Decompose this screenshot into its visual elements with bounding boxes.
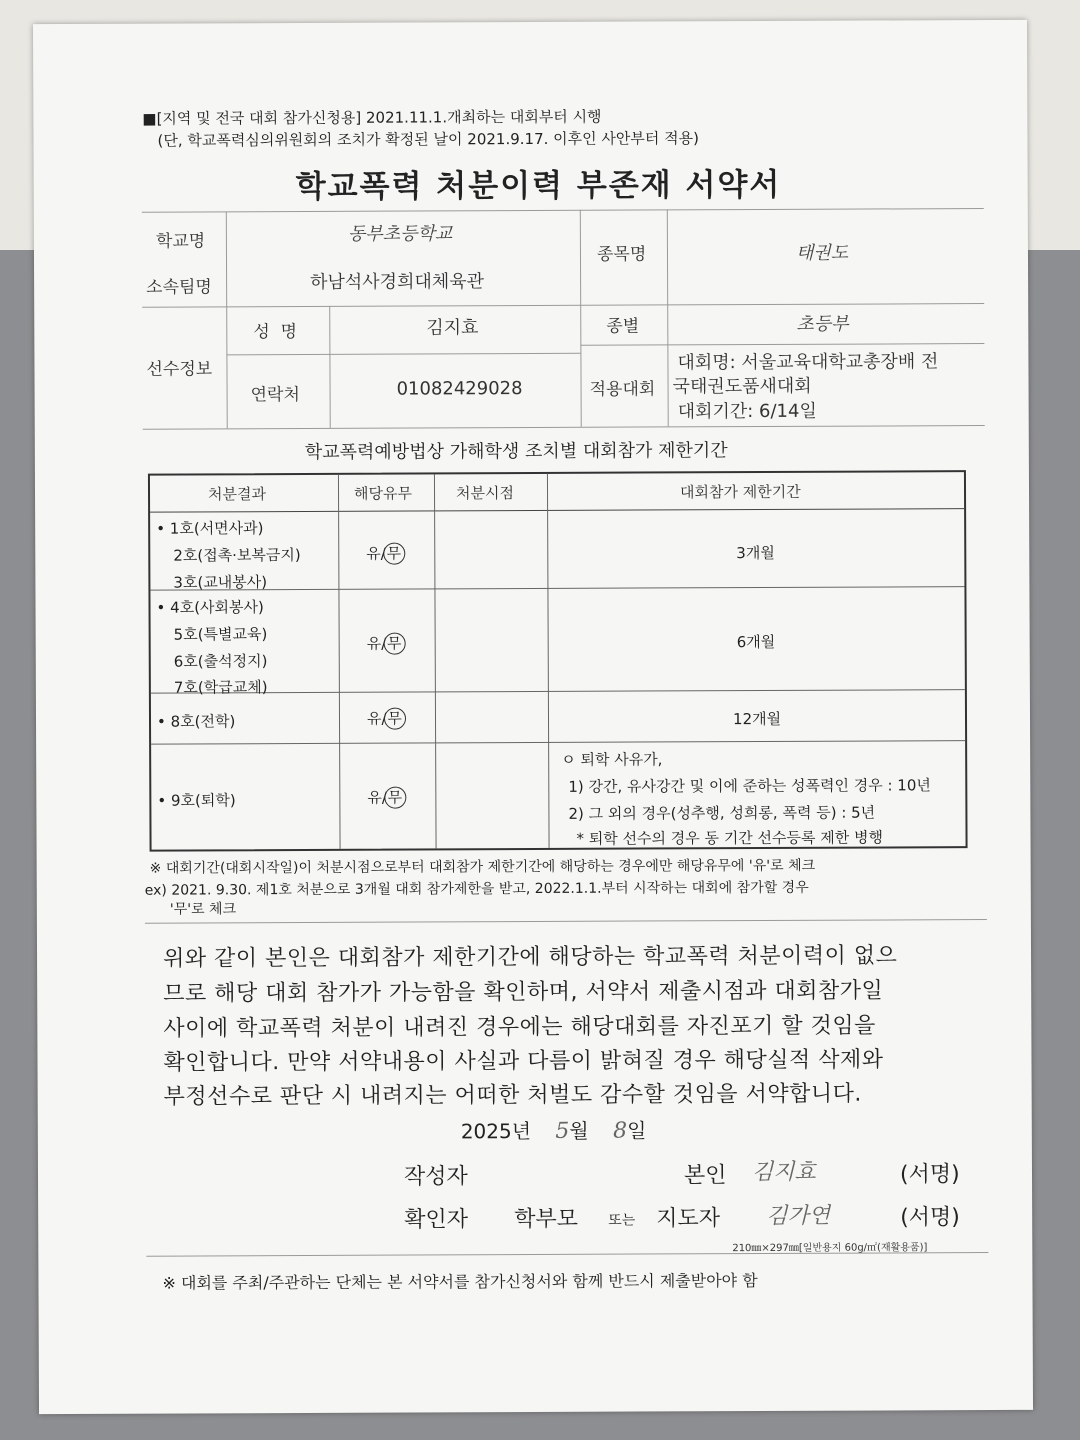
row4-period-line-2: 1) 강간, 유사강간 및 이에 준하는 성폭력인 경우 : 10년	[568, 776, 931, 796]
restriction-table	[148, 470, 968, 852]
apply-line-2: 국태권도품새대회	[672, 375, 812, 398]
contact-label: 연락처	[250, 385, 300, 406]
apply-line-3: 대회기간: 6/14일	[677, 400, 817, 423]
apply-line-1: 대회명: 서울교육대학교총장배 전	[677, 351, 939, 374]
division-label: 종별	[606, 316, 640, 337]
col-header-time: 처분시점	[455, 484, 515, 503]
table-row-border-1	[150, 586, 964, 591]
info-vline-4	[667, 209, 669, 426]
row3-item-1: • 8호(전학)	[156, 712, 236, 731]
sign-placeholder-1: (서명)	[899, 1162, 960, 1188]
row4-item-1: • 9호(퇴학)	[157, 791, 236, 810]
parent-label: 학부모	[514, 1206, 579, 1233]
row2-item-4: 7호(학급교체)	[173, 678, 268, 697]
team-label: 소속팀명	[146, 277, 212, 298]
coach-label: 지도자	[656, 1206, 721, 1232]
header-line-1: ■[지역 및 전국 대회 참가신청용] 2021.11.1.개최하는 대회부터 시행	[142, 107, 602, 128]
restriction-subtitle: 학교폭력예방법상 가해학생 조치별 대회참가 제한기간	[304, 440, 728, 463]
name-label: 성 명	[253, 322, 298, 343]
date-year: 2025년	[460, 1119, 532, 1144]
col-header-applicable: 해당유무	[353, 484, 413, 503]
table-col-border-3	[547, 474, 550, 848]
col-header-result: 처분결과	[207, 485, 267, 504]
row2-item-1: • 4호(사회봉사)	[156, 598, 264, 617]
note-line-2: ex) 2021. 9.30. 제1호 처분으로 3개월 대회 참가제한을 받고, 2022.1.1.부터 시작하는 대회에 참가할 경우	[144, 879, 809, 899]
row3-period: 12개월	[732, 709, 782, 729]
pledge-line-1: 위와 같이 본인은 대회참가 제한기간에 해당하는 학교폭력 처분이력이 없으	[162, 943, 898, 972]
row1-applicable	[366, 543, 405, 565]
yes-option: 유/	[366, 634, 387, 653]
row2-period: 6개월	[736, 632, 776, 652]
footer-note: ※ 대회를 주최/주관하는 단체는 본 서약서를 참가신청서와 함께 반드시 제출받아야 함	[162, 1271, 758, 1293]
row3-applicable	[367, 708, 406, 730]
self-label: 본인	[683, 1163, 727, 1189]
header-line-2: (단, 학교폭력심의위원회의 조치가 확정된 날이 2021.9.17. 이후인 사안부터 적용)	[157, 129, 699, 150]
yes-option: 유/	[367, 788, 387, 807]
confirmer-signature: 김가연	[766, 1203, 831, 1229]
info-divider-2	[226, 353, 580, 356]
date-day-unit: 일	[627, 1118, 647, 1143]
pledge-line-2: 므로 해당 대회 참가가 가능함을 확인하며, 서약서 제출시점과 대회참가일	[163, 978, 884, 1007]
table-col-border-2	[434, 474, 437, 848]
no-option-circled: 무	[384, 787, 406, 809]
yes-option: 유/	[366, 544, 386, 563]
school-label: 학교명	[155, 231, 206, 252]
row2-item-2: 5호(특별교육)	[173, 625, 268, 644]
row4-period-line-4: * 퇴학 선수의 경우 동 기간 선수등록 제한 병행	[576, 828, 884, 848]
event-label: 종목명	[596, 244, 647, 265]
contact-value: 01082429028	[396, 378, 523, 400]
document-title: 학교폭력 처분이력 부존재 서약서	[295, 166, 782, 206]
col-header-period: 대회참가 제한기간	[679, 482, 801, 502]
row1-item-1: • 1호(서면사과)	[156, 519, 264, 538]
table-header-border	[150, 508, 964, 513]
name-value: 김지효	[426, 317, 479, 339]
date-month: 5	[555, 1118, 570, 1144]
pledge-line-4: 확인합니다. 만약 서약내용이 사실과 다름이 밝혀질 경우 해당실적 삭제와	[163, 1047, 884, 1076]
school-value: 동부초등학교	[347, 223, 453, 245]
no-option-circled: 무	[383, 543, 405, 565]
player-info-label: 선수정보	[146, 359, 213, 380]
no-option-circled: 무	[383, 633, 405, 655]
pledge-line-5: 부정선수로 판단 시 내려지는 어떠한 처벌도 감수할 것임을 서약합니다.	[163, 1081, 862, 1110]
date-line	[461, 1115, 647, 1145]
info-bottom-border	[143, 425, 985, 430]
note-line-3: '무'로 체크	[169, 901, 237, 918]
date-month-unit: 월	[569, 1118, 589, 1143]
row1-item-3: 3호(교내봉사)	[173, 573, 268, 592]
notes-divider	[145, 919, 987, 924]
table-row-border-2	[151, 689, 965, 694]
info-vline-1	[226, 211, 228, 428]
apply-label: 적용대회	[589, 379, 656, 400]
self-signature: 김지효	[751, 1159, 816, 1186]
note-line-1: ※ 대회기간(대회시작일)이 처분시점으로부터 대회참가 제한기간에 해당하는 경우에만 해당유무에 '유'로 체크	[149, 857, 816, 877]
info-divider-3	[580, 343, 984, 346]
row1-item-2: 2호(접촉·보복금지)	[173, 546, 301, 565]
writer-label: 작성자	[403, 1164, 468, 1190]
row4-period-line-3: 2) 그 외의 경우(성추행, 성희롱, 폭력 등) : 5년	[568, 803, 876, 823]
team-value: 하남석사경희대체육관	[310, 271, 485, 293]
or-label: 또는	[608, 1212, 636, 1229]
info-top-border	[142, 208, 984, 213]
yes-option: 유/	[366, 709, 387, 728]
table-col-border-1	[338, 475, 341, 849]
date-day: 8	[613, 1118, 628, 1144]
pledge-line-3: 사이에 학교폭력 처분이 내려진 경우에는 해당대회를 자진포기 할 것임을	[163, 1013, 876, 1042]
division-value: 초등부	[796, 313, 849, 335]
table-row-border-3	[151, 740, 965, 745]
info-vline-2	[329, 306, 331, 428]
confirmer-label: 확인자	[404, 1207, 469, 1233]
paper-spec: 210㎜×297㎜[일반용지 60g/㎡(재활용품)]	[732, 1242, 928, 1255]
row1-period: 3개월	[736, 543, 775, 563]
row4-period-line-1: ㅇ 퇴학 사유가,	[561, 750, 663, 769]
row2-item-3: 6호(출석정지)	[173, 652, 268, 671]
row2-applicable	[367, 633, 406, 655]
sign-placeholder-2: (서명)	[900, 1205, 960, 1231]
footer-divider	[146, 1252, 988, 1257]
no-option-circled: 무	[384, 708, 406, 730]
event-value: 태권도	[795, 242, 849, 264]
row4-applicable	[367, 787, 406, 809]
pledge-document	[33, 20, 1033, 1414]
info-vline-3	[580, 210, 582, 427]
info-divider-1	[142, 303, 984, 308]
